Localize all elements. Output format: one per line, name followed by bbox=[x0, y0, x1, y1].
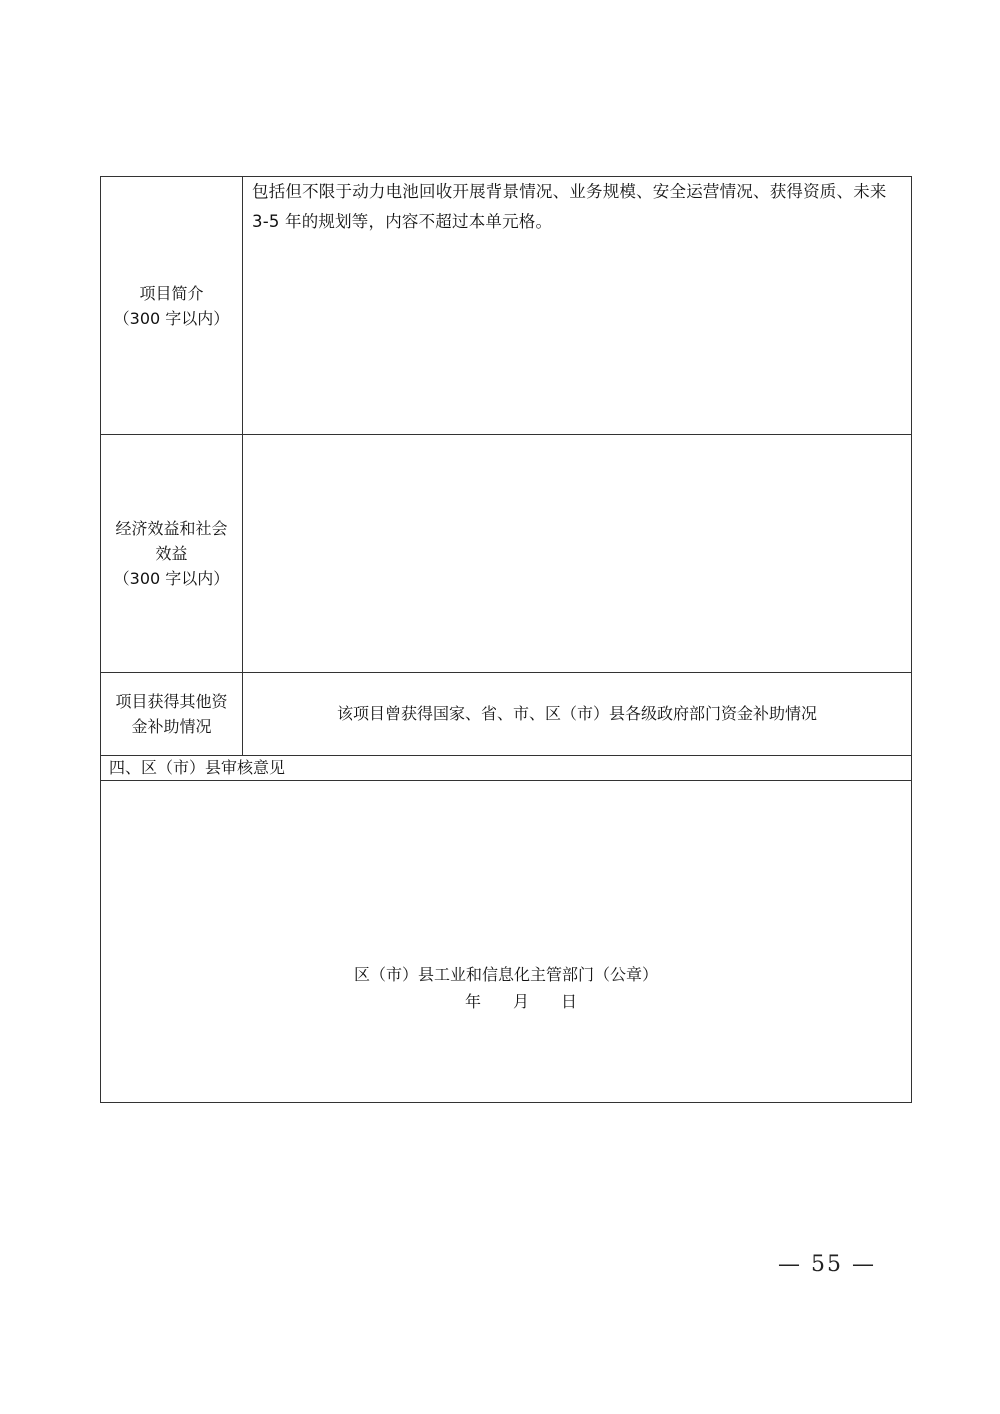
review-date-month: 月 bbox=[512, 992, 529, 1011]
project-intro-field[interactable] bbox=[243, 177, 912, 435]
review-date-parts bbox=[435, 988, 577, 1015]
review-opinion-row bbox=[101, 781, 912, 1103]
review-opinion-field[interactable] bbox=[101, 781, 912, 1103]
benefit-label-line2: 效益 bbox=[155, 544, 188, 563]
page-number: — 55 — bbox=[778, 1252, 876, 1277]
benefit-label bbox=[101, 435, 243, 673]
project-intro-label-limit: （300 字以内） bbox=[113, 308, 230, 328]
other-funding-hint: 该项目曾获得国家、省、市、区（市）县各级政府部门资金补助情况 bbox=[336, 704, 817, 724]
section-four-row bbox=[101, 756, 912, 781]
section-four-heading: 四、区（市）县审核意见 bbox=[101, 756, 912, 781]
other-funding-label-line1: 项目获得其他资 bbox=[115, 692, 228, 711]
benefit-label-line1: 经济效益和社会 bbox=[115, 519, 228, 538]
benefit-row bbox=[101, 435, 912, 673]
project-intro-label-title: 项目简介 bbox=[139, 283, 204, 303]
review-department-seal: 区（市）县工业和信息化主管部门（公章） bbox=[353, 965, 658, 984]
benefit-label-limit: （300 字以内） bbox=[113, 569, 230, 588]
other-funding-field[interactable] bbox=[243, 673, 912, 756]
review-date-day: 日 bbox=[561, 992, 578, 1011]
benefit-field[interactable] bbox=[243, 435, 912, 673]
project-intro-hint: 包括但不限于动力电池回收开展背景情况、业务规模、安全运营情况、获得资质、未来 3-5 年的规划等，内容不超过本单元格。 bbox=[252, 182, 887, 231]
application-form-table bbox=[100, 176, 912, 1103]
other-funding-row bbox=[101, 673, 912, 756]
project-intro-label bbox=[101, 177, 243, 435]
review-date-year: 年 bbox=[464, 992, 481, 1011]
review-signature-block bbox=[101, 961, 911, 1015]
project-intro-row bbox=[101, 177, 912, 435]
review-date bbox=[101, 988, 911, 1015]
other-funding-label bbox=[101, 673, 243, 756]
other-funding-label-line2: 金补助情况 bbox=[131, 717, 212, 736]
